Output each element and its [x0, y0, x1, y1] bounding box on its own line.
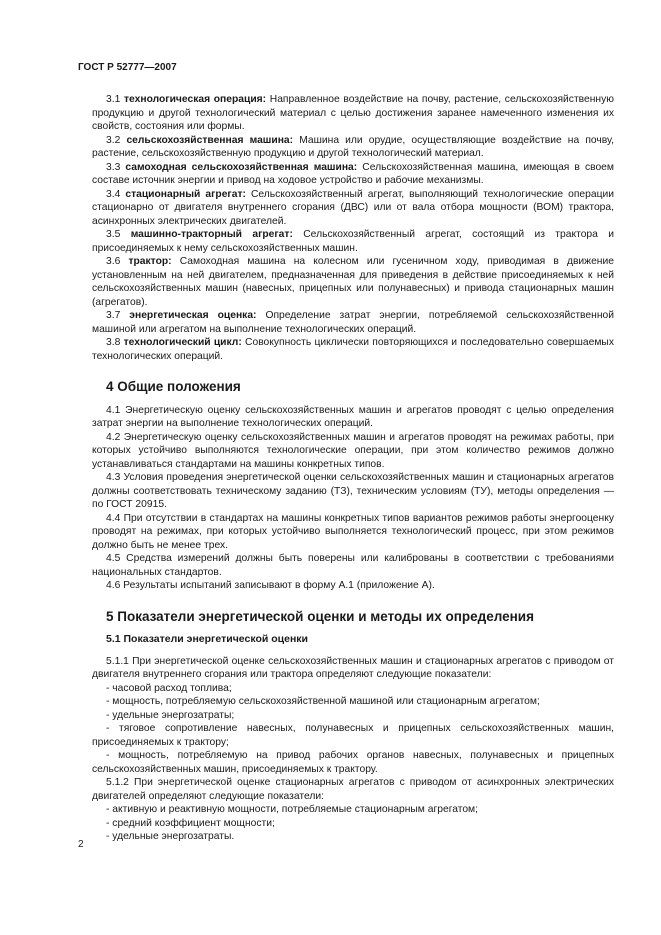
section-4-body: [92, 404, 614, 593]
list-item: - тяговое сопротивление навесных, полунавесных и прицепных сельскохозяйственных машин, присоединяемых к трактору;: [92, 723, 614, 748]
definition-term: машинно-тракторный агрегат:: [130, 229, 293, 240]
definition-text: Определение затрат энергии, потребляемой сельскохозяйственной машиной или агрегатом на выполнение технологических операций.: [92, 310, 614, 335]
definition-3-3: [92, 161, 614, 188]
paragraph-4-4: 4.4 При отсутствии в стандартах на машины конкретных типов вариантов режимов работы энергооценку проводят на режимах, при которых устойчиво выполняется технологический процесс, при этом режимов должно быть не менее трех.: [92, 512, 614, 551]
definition-text: Сельскохозяйственная машина, имеющая в своем составе источник энергии и привод на ходовое устройство и рабочие механизмы.: [92, 161, 614, 186]
definition-term: стационарный агрегат:: [125, 188, 246, 200]
definition-number: 3.4: [106, 188, 121, 200]
definition-term: энергетическая оценка:: [129, 310, 257, 321]
list-item: - часовой расход топлива;: [106, 682, 232, 694]
definition-term: трактор:: [128, 256, 172, 267]
definition-3-4: [92, 188, 614, 229]
definition-3-5: [92, 228, 614, 255]
paragraph-4-1: 4.1 Энергетическую оценку сельскохозяйственных машин и агрегатов проводят с целью определения затрат энергии на выполнение технологических операций.: [92, 404, 614, 429]
definition-term: самоходная сельскохозяйственная машина:: [125, 161, 358, 173]
definition-number: 3.8: [106, 337, 121, 348]
definition-text: Направленное воздействие на почву, растение, сельскохозяйственную продукцию и другой технологический материал с целью достижения заранее намеченного изменения их свойств, состояния или формы.: [92, 94, 614, 132]
paragraph-4-3: 4.3 Условия проведения энергетической оценки сельскохозяйственных машин и стационарных агрегатов должны соответствовать техническому заданию (ТЗ), техническим условиям (ТУ), методы определения — по ГОСТ 20915.: [92, 472, 614, 510]
list-item: - удельные энергозатраты.: [106, 831, 235, 842]
definition-3-8: [92, 336, 614, 363]
definition-text: Самоходная машина на колесном или гусеничном ходу, приводимая в движение установленным на ней двигателем, предназначенная для приведения в действие присоединяемых к ней сельскохозяйственных машин (навесных, прицепных или полунавесных) и привода стационарных машин (агрегатов).: [92, 256, 614, 308]
paragraph-4-5: 4.5 Средства измерений должны быть поверены или калиброваны в соответствии с требованиями национальных стандартов.: [92, 553, 614, 578]
document-header: ГОСТ Р 52777—2007: [78, 62, 177, 73]
definition-text: Совокупность циклически повторяющихся и последовательно совершаемых технологических операций.: [92, 337, 614, 362]
section-5-heading: 5 Показатели энергетической оценки и методы их определения: [106, 608, 534, 624]
paragraph-5-1-1: 5.1.1 При энергетической оценке сельскохозяйственных машин и стационарных агрегатов с приводом от двигателя внутреннего сгорания или трактора определяют следующие показатели:: [92, 655, 614, 680]
definition-text: Сельскохозяйственный агрегат, выполняющий технологические операции стационарно от двигателя внутреннего сгорания (ДВС) или от вала отбора мощности (ВОМ) трактора, асинхронных электрических двигателей.: [92, 188, 614, 227]
list-item: - активную и реактивную мощности, потребляемые стационарным агрегатом;: [106, 804, 478, 815]
page-number: 2: [78, 839, 84, 850]
definition-3-7: [92, 309, 614, 336]
paragraph-5-1-2: 5.1.2 При энергетической оценке стационарных агрегатов с приводом от асинхронных электрических двигателей определяют следующие показатели:: [92, 777, 614, 802]
paragraph-4-6: 4.6 Результаты испытаний записывают в форму А.1 (приложение А).: [106, 580, 435, 591]
document-body: [92, 93, 614, 844]
definition-text: Сельскохозяйственный агрегат, состоящий из трактора и присоединяемых к нему сельскохозяйственных машин.: [92, 229, 614, 254]
list-item: - мощность, потребляемую на привод рабочих органов навесных, полунавесных и прицепных сельскохозяйственных машин, присоединяемых к трактору.: [92, 750, 614, 775]
list-item: - мощность, потребляемую сельскохозяйственной машиной или стационарным агрегатом;: [106, 696, 540, 707]
paragraph-4-2: 4.2 Энергетическую оценку сельскохозяйственных машин и агрегатов проводят на режимах работы, при которых устойчиво выполняются технологические операции, при этом количество режимов должно устанавливаться стандартами на машины конкретных типов.: [92, 431, 614, 470]
definition-term: технологическая операция:: [123, 94, 267, 105]
definition-3-1: [92, 93, 614, 134]
subsection-5-1-heading: 5.1 Показатели энергетической оценки: [106, 633, 309, 645]
definition-number: 3.7: [106, 310, 121, 321]
definition-number: 3.6: [106, 256, 121, 267]
section-5-body: [92, 655, 614, 844]
definition-text: Машина или орудие, осуществляющие воздействие на почву, растение, сельскохозяйственную продукцию и другой технологический материал.: [92, 134, 614, 159]
list-item: - средний коэффициент мощности;: [106, 817, 275, 829]
section-4-heading: 4 Общие положения: [106, 379, 241, 394]
list-item: - удельные энергозатраты;: [106, 709, 235, 721]
definitions-list: [92, 93, 614, 363]
definition-3-2: [92, 134, 614, 161]
definition-term: технологический цикл:: [123, 337, 242, 348]
definition-3-6: [92, 255, 614, 309]
definition-number: 3.5: [106, 229, 121, 240]
definition-number: 3.1: [106, 94, 121, 105]
definition-number: 3.2: [106, 134, 121, 146]
definition-number: 3.3: [106, 161, 121, 173]
definition-term: сельскохозяйственная машина:: [126, 134, 294, 146]
